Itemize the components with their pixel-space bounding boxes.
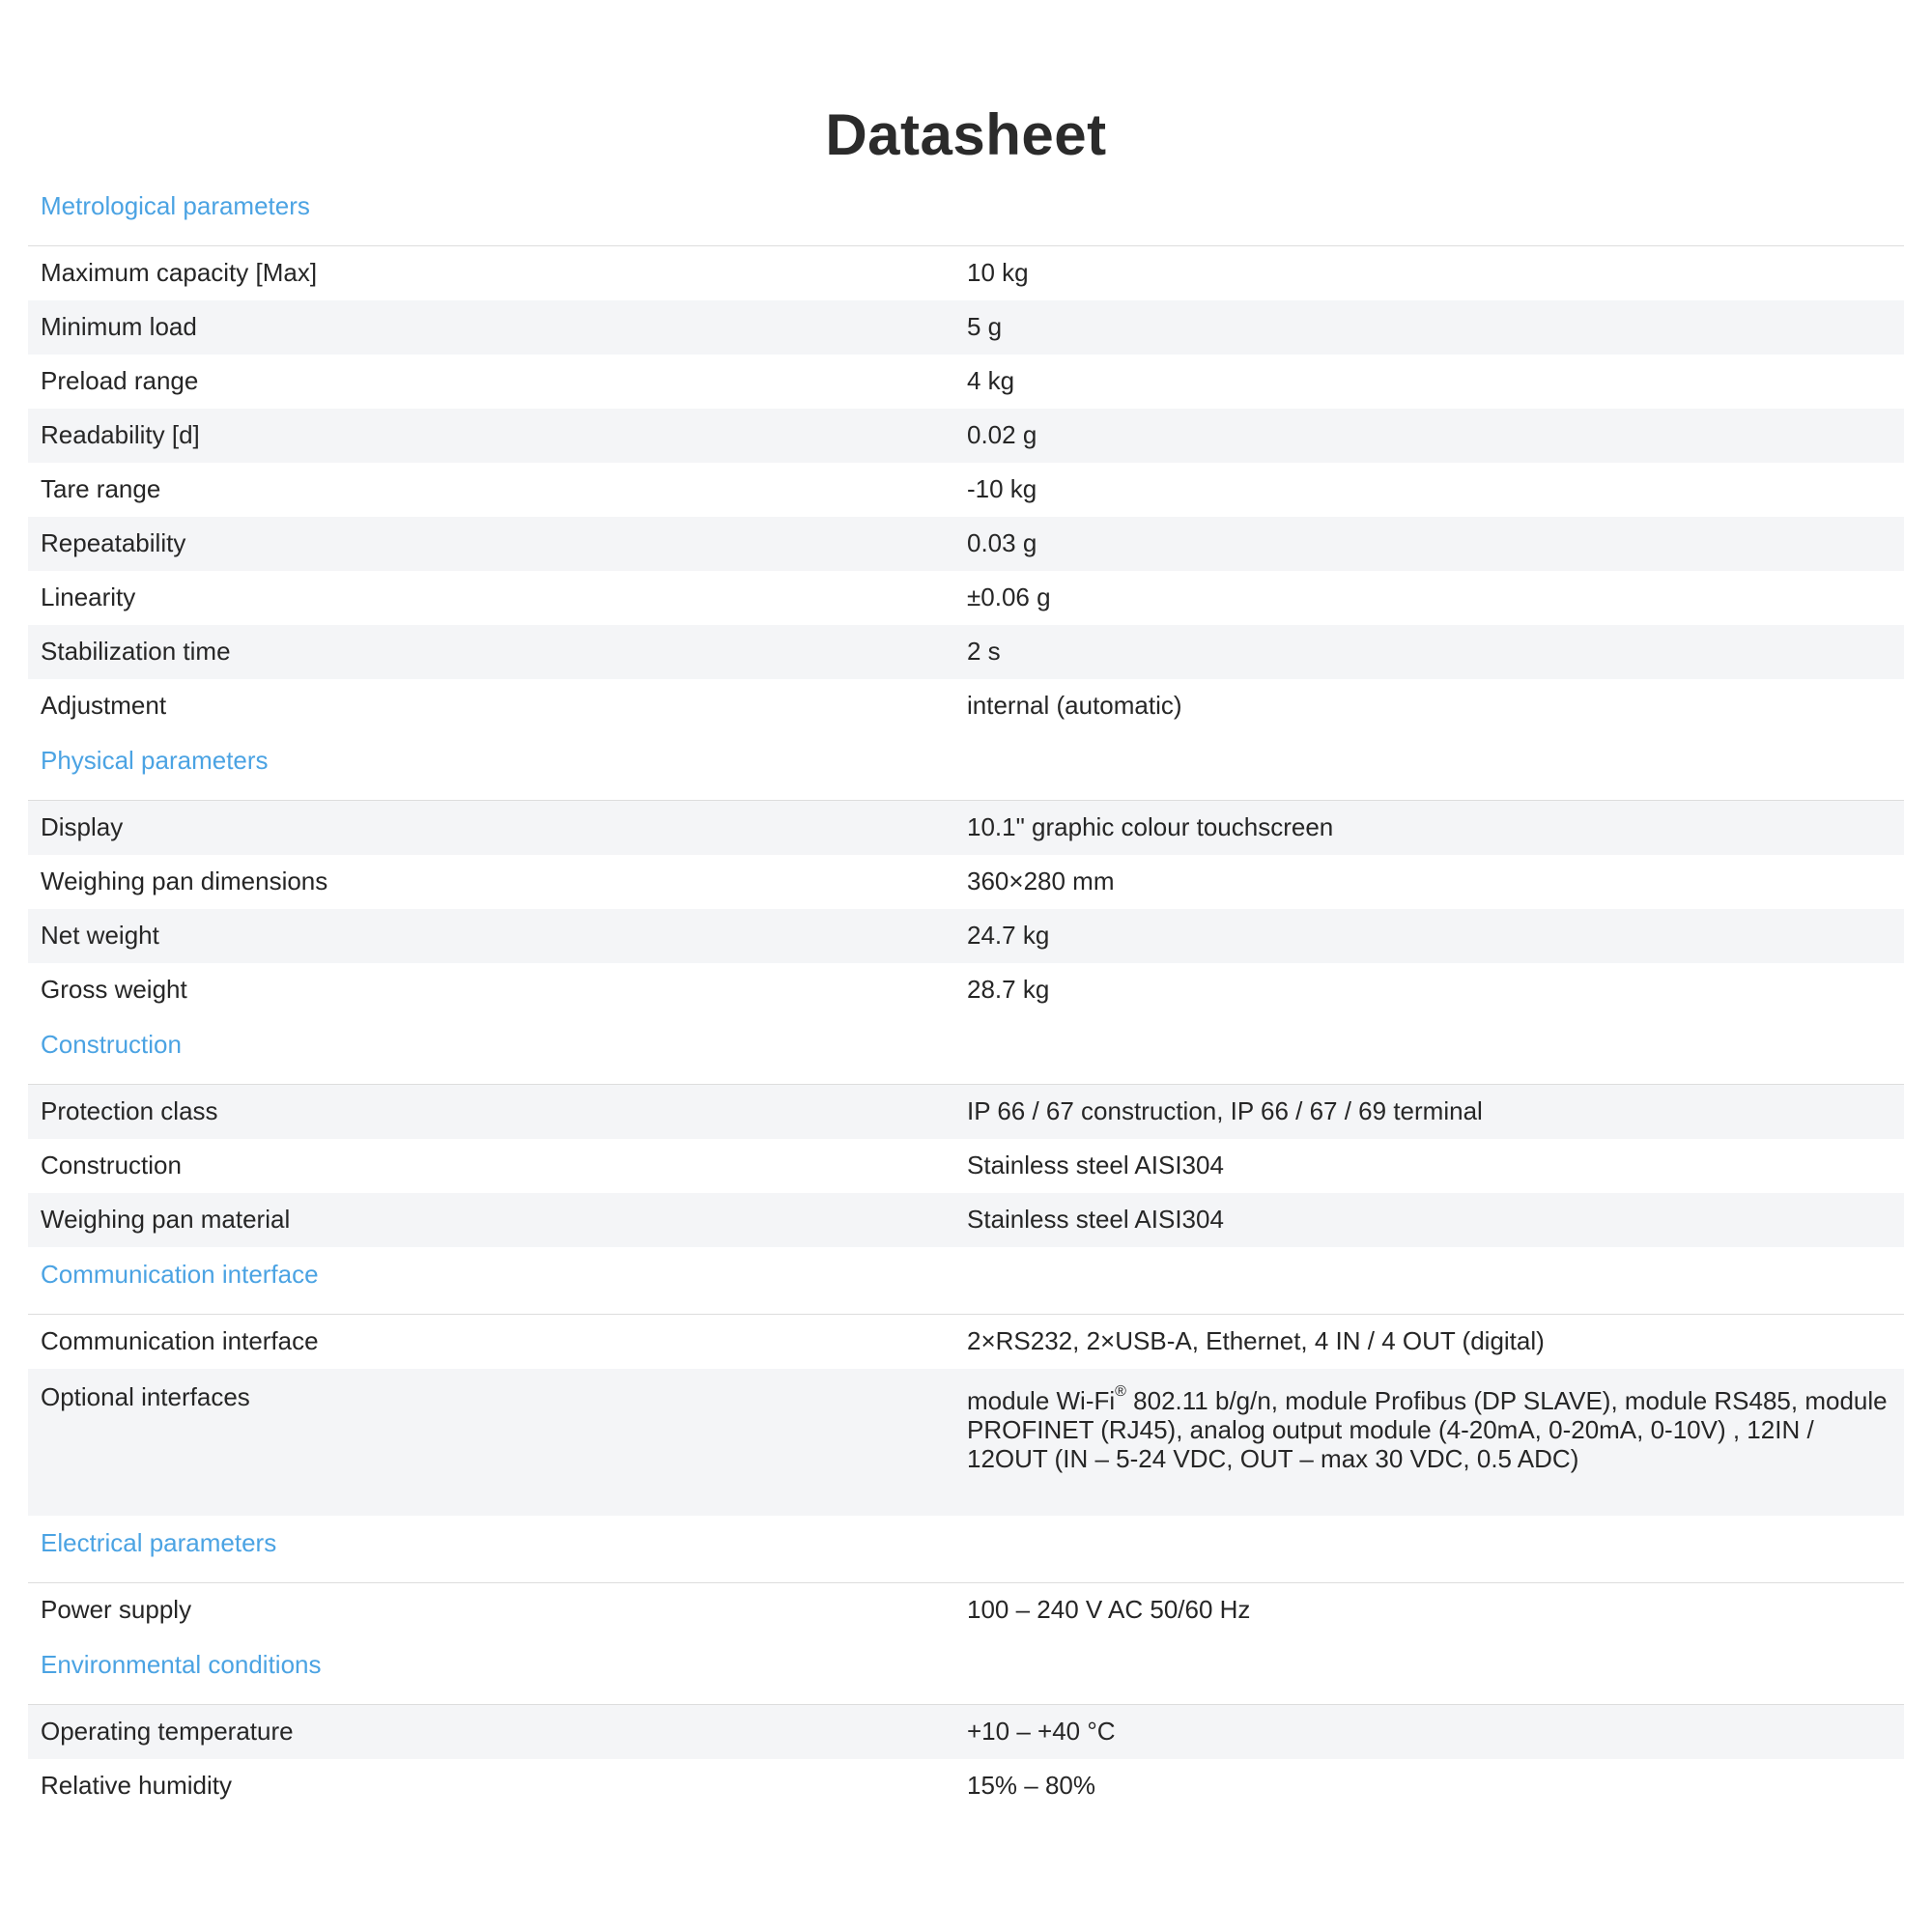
row-label: Optional interfaces [41,1382,250,1411]
row-value: 15% – 80% [967,1771,1095,1800]
value-text: module Wi-Fi [967,1386,1116,1415]
row-label: Maximum capacity [Max] [41,258,318,287]
table-row [28,571,1904,625]
row-value: 5 g [967,312,1003,341]
row-value: 2×RS232, 2×USB-A, Ethernet, 4 IN / 4 OUT (digital) [967,1326,1545,1355]
row-value: 24.7 kg [967,921,1050,950]
table-row [28,1139,1904,1193]
row-label: Protection class [41,1096,218,1125]
section-heading-environmental: Environmental conditions [28,1637,1904,1705]
row-label: Adjustment [41,691,167,720]
table-row [28,246,1904,300]
row-label: Power supply [41,1595,192,1624]
table-row [28,1583,1904,1637]
table-row [28,1705,1904,1759]
row-label: Minimum load [41,312,197,341]
row-value [967,1369,1904,1516]
table-row [28,625,1904,679]
row-label: Operating temperature [41,1717,294,1746]
row-label: Weighing pan material [41,1205,291,1234]
row-label: Repeatability [41,528,186,557]
row-label: Preload range [41,366,199,395]
table-row [28,1085,1904,1139]
table-row [28,517,1904,571]
table-row [28,409,1904,463]
row-label: Readability [d] [41,420,200,449]
section-heading-communication: Communication interface [28,1247,1904,1315]
datasheet-table [28,179,1904,1813]
table-row [28,1193,1904,1247]
row-label: Display [41,812,124,841]
table-row [28,801,1904,855]
row-value: 10 kg [967,258,1029,287]
row-value: +10 – +40 °C [967,1717,1116,1746]
row-value: 28.7 kg [967,975,1050,1004]
registered-mark: ® [1115,1383,1126,1401]
row-value: Stainless steel AISI304 [967,1205,1224,1234]
row-value: Stainless steel AISI304 [967,1151,1224,1179]
table-row [28,1369,1904,1516]
table-row [28,909,1904,963]
table-row [28,463,1904,517]
section-heading-construction: Construction [28,1017,1904,1085]
row-label: Net weight [41,921,159,950]
row-label: Stabilization time [41,637,231,666]
row-value: 4 kg [967,366,1015,395]
row-value: IP 66 / 67 construction, IP 66 / 67 / 69 terminal [967,1096,1483,1125]
table-row [28,855,1904,909]
row-value: 2 s [967,637,1001,666]
table-row [28,300,1904,355]
row-value: 10.1" graphic colour touchscreen [967,812,1334,841]
row-label: Linearity [41,582,136,611]
row-value: 100 – 240 V AC 50/60 Hz [967,1595,1251,1624]
table-row [28,963,1904,1017]
row-label: Tare range [41,474,161,503]
row-value: -10 kg [967,474,1037,503]
section-heading-metrological: Metrological parameters [28,179,1904,246]
row-label: Weighing pan dimensions [41,867,328,895]
table-row [28,355,1904,409]
row-value: 360×280 mm [967,867,1115,895]
page-title: Datasheet [825,102,1107,168]
table-row [28,1759,1904,1813]
table-row [28,679,1904,733]
row-label: Construction [41,1151,182,1179]
row-value: internal (automatic) [967,691,1182,720]
row-label: Relative humidity [41,1771,232,1800]
row-value: ±0.06 g [967,582,1051,611]
row-value: 0.03 g [967,528,1037,557]
section-heading-electrical: Electrical parameters [28,1516,1904,1583]
value-text: 802.11 b/g/n, module Profibus (DP SLAVE), module RS485, module PROFINET (RJ45), analog output module (4-20mA, 0-20mA, 0-10V) , 12IN / 12OUT (IN – 5-24 VDC, OUT – max 30 VDC, 0.5 ADC) [967,1386,1888,1473]
row-label: Communication interface [41,1326,319,1355]
table-row [28,1315,1904,1369]
row-label: Gross weight [41,975,187,1004]
row-value: 0.02 g [967,420,1037,449]
section-heading-physical: Physical parameters [28,733,1904,801]
